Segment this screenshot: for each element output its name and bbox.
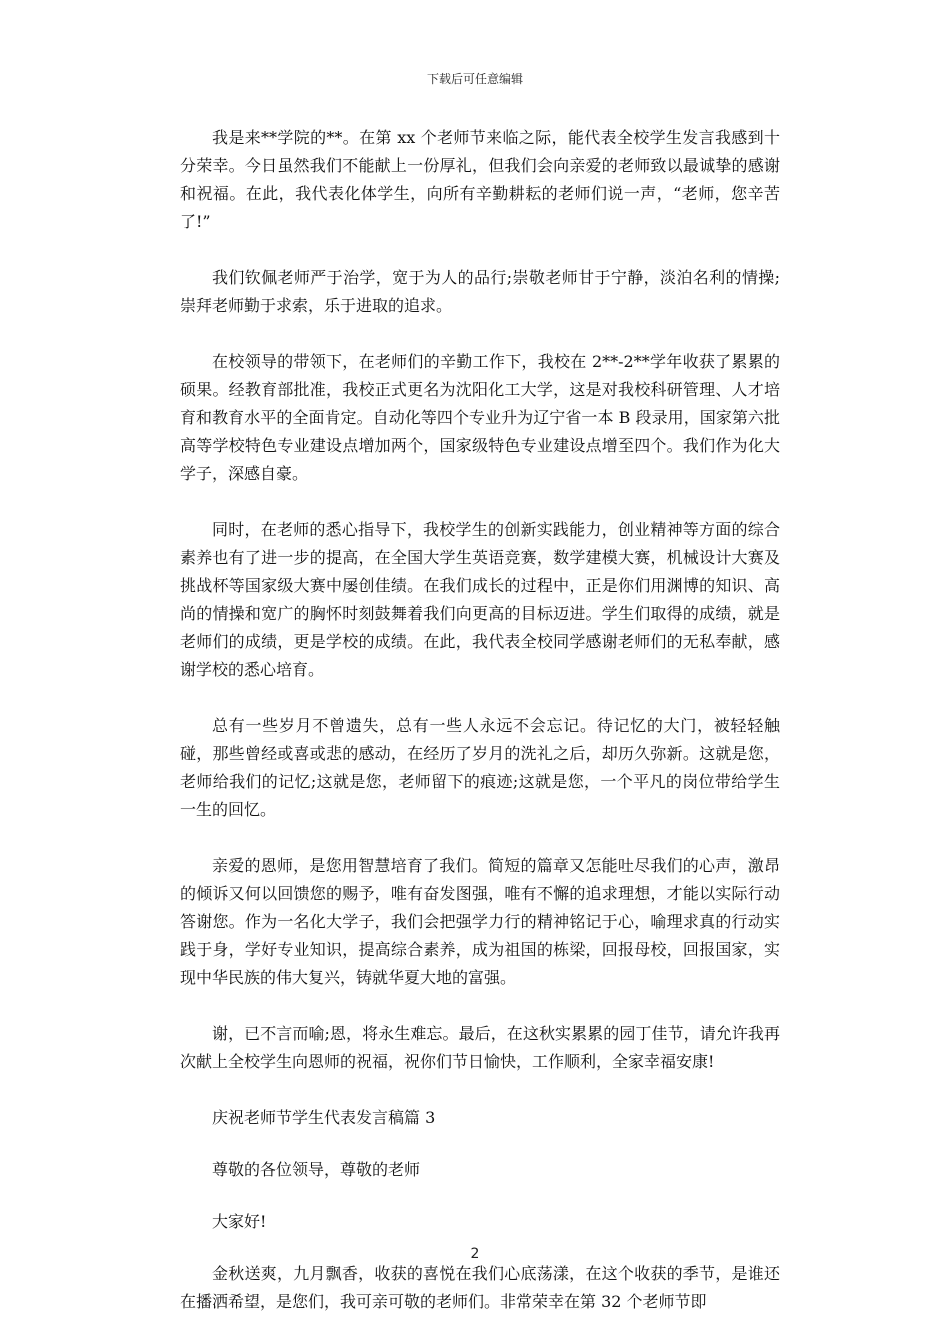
salutation: 尊敬的各位领导，尊敬的老师 (212, 1160, 421, 1179)
page-number: 2 (470, 1246, 480, 1262)
paragraph-last: 金秋送爽，九月飘香，收获的喜悦在我们心底荡漾，在这个收获的季节，是谁还在播洒希望，是您们，我可亲可敬的老师们。非常荣幸在第 32 个老师节即 (180, 1264, 780, 1311)
paragraph-6: 亲爱的恩师，是您用智慧培育了我们。简短的篇章又怎能吐尽我们的心声，激昂的倾诉又何以回馈您的赐予，唯有奋发图强，唯有不懈的追求理想，才能以实际行动答谢您。作为一名化大学子，我们会把强学力行的精神铭记于心，喻理求真的行动实践于身，学好专业知识，提高综合素养，成为祖国的栋梁，回报母校，回报国家，实现中华民族的伟大复兴，铸就华夏大地的富强。 (180, 856, 780, 987)
paragraph-3: 在校领导的带领下，在老师们的辛勤工作下，我校在 2**-2**学年收获了累累的硕果。经教育部批准，我校正式更名为沈阳化工大学，这是对我校科研管理、人才培育和教育水平的全面肯定。自动化等四个专业升为辽宁省一本 B 段录用，国家第六批高等学校特色专业建设点增加两个，国家级特色专业建设点增至四个。我们作为化大学子，深感自豪。 (180, 352, 780, 483)
paragraph-7: 谢，已不言而喻;恩，将永生难忘。最后，在这秋实累累的园丁佳节，请允许我再次献上全校学生向恩师的祝福，祝你们节日愉快，工作顺利，全家幸福安康! (180, 1024, 780, 1071)
paragraph-5: 总有一些岁月不曾遗失，总有一些人永远不会忘记。待记忆的大门，被轻轻触碰，那些曾经或喜或悲的感动，在经历了岁月的洗礼之后，却历久弥新。这就是您，老师给我们的记忆;这就是您，老师留下的痕迹;这就是您，一个平凡的岗位带给学生一生的回忆。 (180, 716, 780, 819)
greeting: 大家好! (212, 1212, 267, 1231)
paragraph-4: 同时，在老师的悉心指导下，我校学生的创新实践能力，创业精神等方面的综合素养也有了进一步的提高，在全国大学生英语竞赛，数学建模大赛，机械设计大赛及挑战杯等国家级大赛中屡创佳绩。在我们成长的过程中，正是你们用渊博的知识、高尚的情操和宽广的胸怀时刻鼓舞着我们向更高的目标迈进。学生们取得的成绩，就是老师们的成绩，更是学校的成绩。在此，我代表全校同学感谢老师们的无私奉献，感谢学校的悉心培育。 (180, 520, 780, 679)
header-note: 下载后可任意编辑 (426, 72, 523, 86)
document-body (180, 124, 780, 1344)
paragraph-1: 我是来**学院的**。在第 xx 个老师节来临之际，能代表全校学生发言我感到十分荣幸。今日虽然我们不能献上一份厚礼，但我们会向亲爱的老师致以最诚挚的感谢和祝福。在此，我代表化体学生，向所有辛勤耕耘的老师们说一声，“老师，您辛苦了!” (180, 128, 780, 231)
section-title: 庆祝老师节学生代表发言稿篇 3 (212, 1108, 436, 1127)
paragraph-2: 我们钦佩老师严于治学，宽于为人的品行;崇敬老师甘于宁静，淡泊名利的情操;崇拜老师勤于求索，乐于进取的追求。 (180, 268, 780, 315)
